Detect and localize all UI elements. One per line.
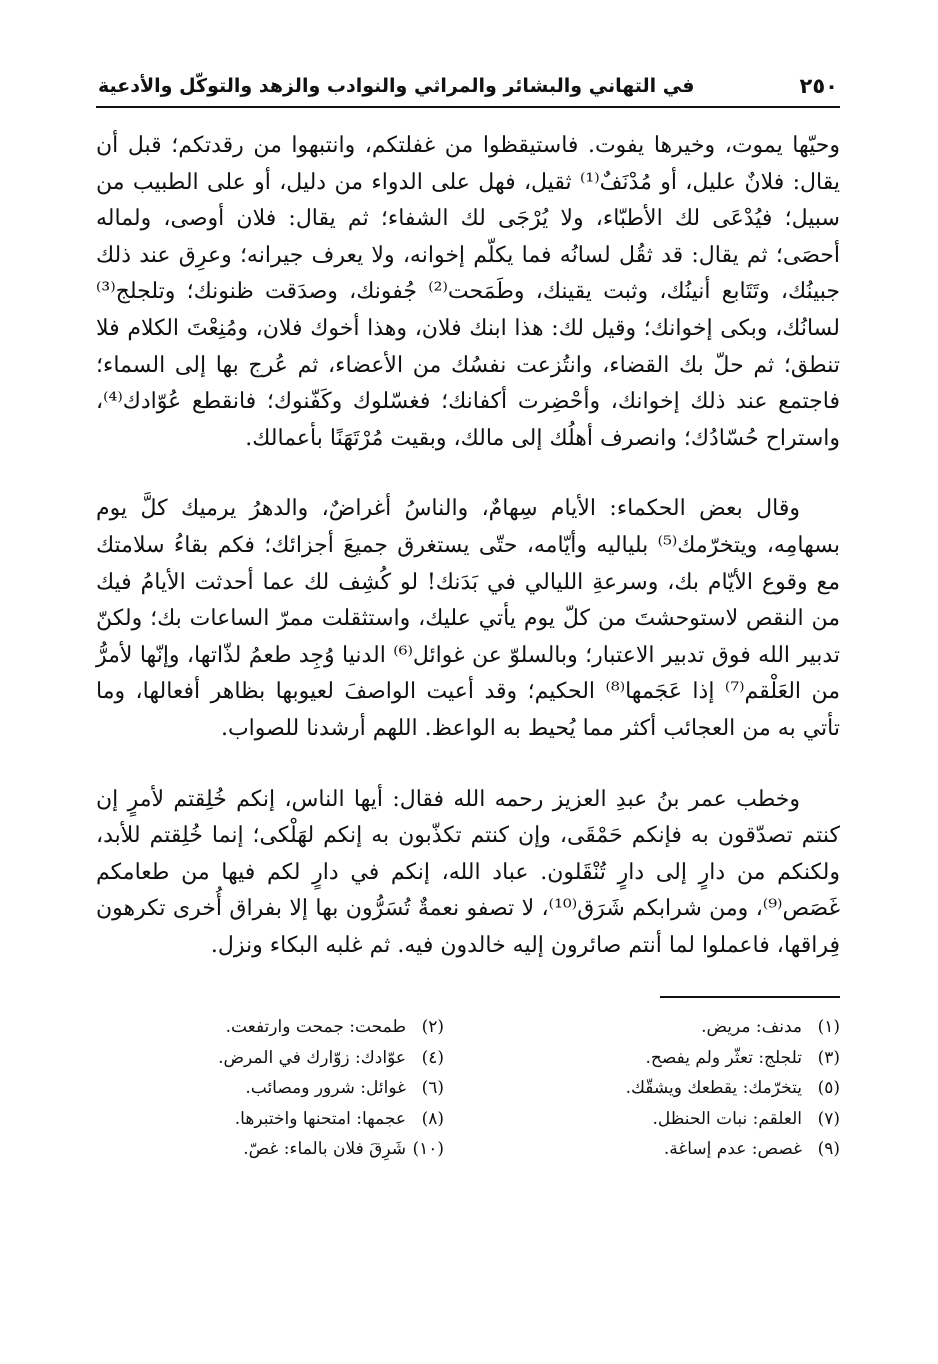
footnote-divider [660,996,840,998]
footnote [492,1073,840,1104]
paragraph: وقال بعض الحكماء: الأيام سِهامٌ، والناسُ أغراضٌ، والدهرُ يرميك كلَّ يوم بسهامِه، ويتخرّمك⁽⁵⁾ بلياليه وأيّامه، حتّى يستغرق جميعَ أجزائك؛ فكم بقاءُ سلامتك مع وقوع الأيّام بك، وسرعةِ الليالي في بَدَنك! لو كُشِف لك عما أحدثت الأيامُ فيك من النقص لاستوحشتَ من كلّ يوم يأتي عليك، واستثقلت ممرّ الساعات بك؛ ولكنّ تدبير الله فوق تدبير الاعتبار؛ وبالسلوّ عن غوائل⁽⁶⁾ الدنيا وُجِد طعمُ لذّاتها، وإنّها لأمرُّ من العَلْقم⁽⁷⁾ إذا عَجَمها⁽⁸⁾ الحكيم؛ وقد أعيت الواصفَ لعيوبها بظاهر أفعالها، وما تأتي به من العجائب أكثر مما يُحيط به الواعظ. اللهم أرشدنا للصواب. [96,496,840,741]
footnote [96,1012,444,1043]
book-page [96,66,840,1165]
footnote [96,1073,444,1104]
footnote [492,1043,840,1074]
footnote-text: العلقم: نبات الحنظل. [652,1108,802,1129]
footnote-number: (١) [817,1017,840,1038]
footnote-number: (٧) [817,1108,840,1129]
footnote-number: (٩) [817,1139,840,1160]
footnote-text: غصص: عدم إساغة. [663,1139,802,1160]
footnote-number: (٤) [421,1047,444,1068]
footnote-number: (١٠) [412,1139,444,1160]
footnote-number: (٥) [817,1078,840,1099]
footnote-number: (٨) [421,1108,444,1129]
paragraph: وحيّها يموت، وخيرها يفوت. فاستيقظوا من غفلتكم، وانتبهوا من رقدتكم؛ قبل أن يقال: فلانٌ عليل، أو مُدْنَفٌ⁽¹⁾ ثقيل، فهل على الدواء من دليل، أو على الطبيب من سبيل؛ فيُدْعَى لك الأطبّاء، ولا يُرْجَى لك الشفاء؛ ثم يقال: فلان أوصى، ولماله أحصَى؛ ثم يقال: قد ثقُل لسانُه فما يكلّم إخوانه، ولا يعرف جيرانه؛ وعرِق عند ذلك جبينُك، وتَتَابع أنينُك، وثبت يقينك، وطَمَحت⁽²⁾ جُفونك، وصدَقت ظنونك؛ وتلجلج⁽³⁾ لسانُك، وبكى إخوانك؛ وقيل لك: هذا ابنك فلان، وهذا أخوك فلان، ومُنِعْتَ الكلام فلا تنطق؛ ثم حلّ بك القضاء، وانتُزعت نفسُك من الأعضاء، ثم عُرج بها إلى السماء؛ فاجتمع عند ذلك إخوانك، وأحْضِرت أكفانك؛ فغسّلوك وكَفّنوك؛ فانقطع عُوّادك⁽⁴⁾، واستراح حُسّادُك؛ وانصرف أهلُك إلى مالك، وبقيت مُرْتَهَنًا بأعمالك. [96,133,841,451]
footnote [96,1043,444,1074]
footnote-number: (٣) [817,1047,840,1068]
footnote-text: شَرِقَ فلان بالماء: غصّ. [243,1139,406,1160]
footnote [96,1134,444,1165]
page-header [96,66,840,108]
running-title: في التهاني والبشائر والمراثي والنوادب والزهد والتوكّل والأدعية [98,75,695,97]
footnote-text: عوّادك: زوّارك في المرض. [218,1047,406,1068]
body-text [96,128,840,964]
footnote [492,1134,840,1165]
footnote-text: غوائل: شرور ومصائب. [245,1078,406,1099]
footnotes [96,1012,840,1165]
footnote-text: يتخرّمك: يقطعك ويشقّك. [625,1078,802,1099]
footnote-text: عجمها: امتحنها واختبرها. [234,1108,406,1129]
footnote-number: (٢) [421,1017,444,1038]
footnote [96,1104,444,1135]
footnote-number: (٦) [421,1078,444,1099]
footnote [492,1104,840,1135]
page-number: ٢٥٠ [799,74,838,98]
footnote [492,1012,840,1043]
footnote-text: طمحت: جمحت وارتفعت. [225,1017,406,1038]
footnote-text: تلجلج: تعثّر ولم يفصح. [645,1047,802,1068]
paragraph: وخطب عمر بنُ عبدِ العزيز رحمه الله فقال: أيها الناس، إنكم خُلِقتم لأمرٍ إن كنتم تصدّقون به فإنكم حَمْقَى، وإن كنتم تكذّبون به إنكم لهَلْكى؛ إنما خُلِقتم للأبد، ولكنكم من دارٍ إلى دارٍ تُنْقَلون. عباد الله، إنكم في دارٍ لكم فيها من طعامكم غَصَص⁽⁹⁾، ومن شرابكم شَرَق⁽¹⁰⁾، لا تصفو نعمةٌ تُسَرُّون بها إلا بفراق أُخرى تكرهون فِراقها، فاعملوا لما أنتم صائرون إليه خالدون فيه. ثم غلبه البكاء ونزل. [96,786,840,958]
footnote-text: مدنف: مريض. [701,1017,802,1038]
